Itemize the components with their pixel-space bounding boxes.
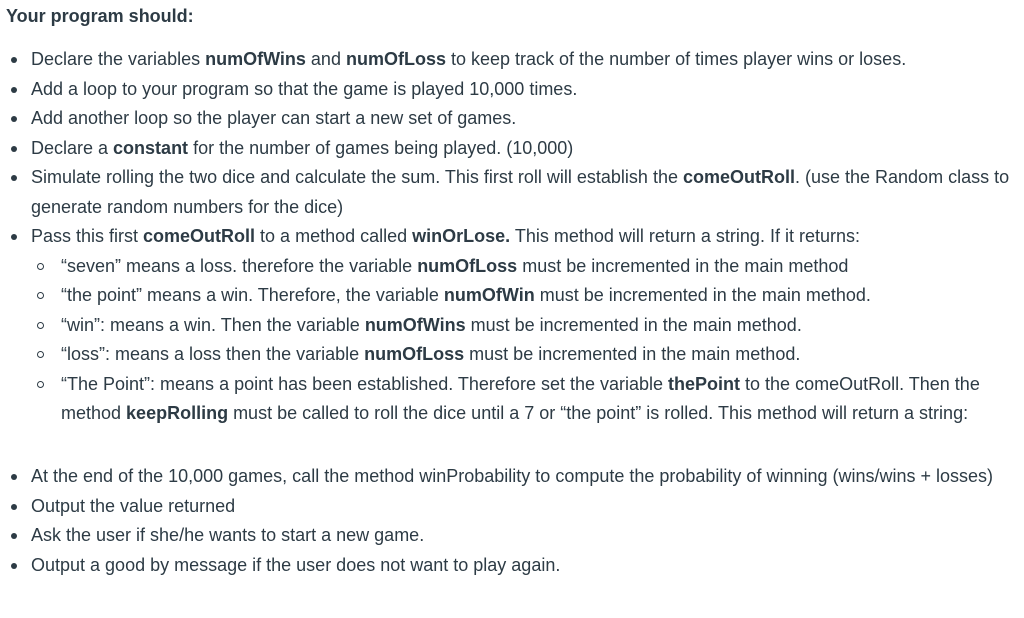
text-segment: . (use the Random class to generate random numbers for the dice): [31, 167, 1010, 217]
list-item: [0, 492, 1024, 522]
text-segment: “win”: means a win. Then the variable: [61, 314, 365, 335]
text-segment: “The Point”: means a point has been established. Therefore set the variable: [61, 373, 669, 394]
list-item: [0, 462, 1024, 492]
text-segment: “seven” means a loss. therefore the variable: [61, 255, 418, 276]
text-segment: must be incremented in the main method: [517, 255, 849, 276]
text-segment: “the point” means a win. Therefore, the variable: [61, 285, 444, 305]
text-segment: Declare the variables: [31, 49, 206, 69]
text-segment: Declare a: [31, 137, 114, 158]
requirements-list: [0, 45, 1024, 429]
text-segment: and: [305, 49, 346, 69]
list-item: [0, 75, 1024, 105]
text-segment: to a method called: [255, 226, 413, 246]
list-item: [0, 222, 1024, 429]
text-segment: must be incremented in the main method.: [464, 344, 801, 364]
sub-list-item: [31, 340, 1020, 370]
bold-term: numOfWins: [364, 314, 466, 335]
list-item: [0, 134, 1024, 164]
text-segment: must be incremented in the main method.: [534, 285, 871, 305]
text-segment: Simulate rolling the two dice and calculate the sum. This first roll will establish the: [31, 167, 683, 187]
bold-term: comeOutRoll: [143, 226, 256, 246]
final-steps-list: [0, 462, 1024, 580]
bold-term: constant: [113, 137, 189, 158]
list-item: [0, 163, 1024, 222]
bold-term: keepRolling: [126, 403, 229, 423]
bold-term: numOfWin: [443, 285, 535, 305]
bold-term: thePoint: [668, 373, 741, 394]
list-item: [0, 45, 1024, 75]
sub-list-item: [31, 252, 1020, 282]
bold-term: numOfWins: [205, 49, 306, 69]
bold-term: numOfLoss: [417, 255, 518, 276]
text-segment: Add a loop to your program so that the game is played 10,000 times.: [31, 78, 578, 99]
list-item: [0, 521, 1024, 551]
sub-list: [31, 252, 1020, 429]
text-segment: Add another loop so the player can start a new set of games.: [31, 108, 517, 128]
sub-list-item: [31, 311, 1020, 341]
text-segment: Output the value returned: [31, 495, 236, 516]
text-segment: This method will return a string. If it returns:: [510, 226, 860, 246]
sub-list-item: [31, 370, 1020, 429]
text-segment: must be called to roll the dice until a 7 or “the point” is rolled. This method will return a string:: [228, 403, 969, 423]
text-segment: to keep track of the number of times player wins or loses.: [445, 49, 907, 69]
text-segment: At the end of the 10,000 games, call the method winProbability to compute the probability of winning (wins/wins + losses): [31, 466, 994, 486]
bold-term: comeOutRoll: [682, 167, 795, 187]
list-item: [0, 551, 1024, 581]
text-segment: “loss”: means a loss then the variable: [61, 344, 365, 364]
bold-term: numOfLoss: [364, 344, 465, 364]
bold-term: numOfLoss: [345, 49, 446, 69]
text-segment: Output a good by message if the user does not want to play again.: [31, 554, 561, 575]
text-segment: Pass this first: [31, 226, 144, 246]
bold-term: winOrLose.: [412, 226, 511, 246]
text-segment: for the number of games being played. (10,000): [188, 137, 574, 158]
text-segment: must be incremented in the main method.: [465, 314, 802, 335]
text-segment: Ask the user if she/he wants to start a new game.: [31, 525, 425, 545]
list-item: [0, 104, 1024, 134]
sub-list-item: [31, 281, 1020, 311]
section-heading: Your program should:: [6, 6, 194, 26]
text-segment: to the comeOutRoll. Then the method: [61, 373, 980, 423]
